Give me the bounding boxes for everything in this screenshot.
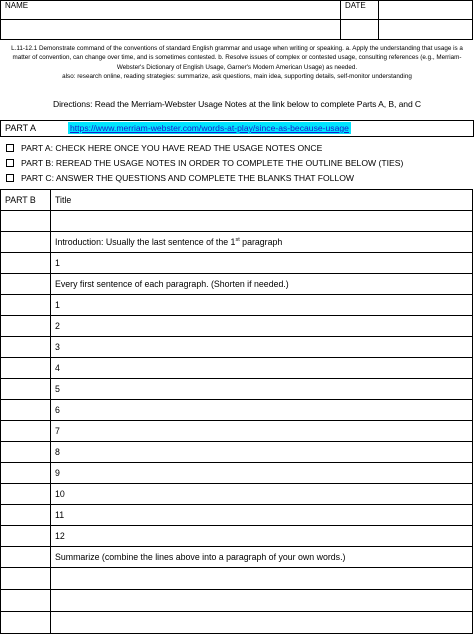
introduction-cell bbox=[51, 232, 473, 253]
intro-prefix: Introduction: Usually the last sentence of the 1 bbox=[55, 237, 236, 247]
check-item-part-b[interactable] bbox=[6, 155, 472, 170]
blank-label-cell bbox=[1, 295, 51, 316]
outline-answer-cell[interactable]: 12 bbox=[51, 526, 473, 547]
blank-label-cell bbox=[1, 358, 51, 379]
blank-label-cell bbox=[1, 505, 51, 526]
blank-label-cell bbox=[1, 568, 51, 590]
standard-also: also: research online, reading strategies: summarize, ask questions, main idea, supporting details, self-monitor understanding bbox=[62, 73, 412, 81]
part-a-label: PART A bbox=[5, 123, 37, 133]
blank-label-cell bbox=[1, 337, 51, 358]
outline-answer-cell[interactable]: 5 bbox=[51, 379, 473, 400]
checkbox[interactable] bbox=[6, 159, 14, 167]
check-label: PART A: CHECK HERE ONCE YOU HAVE READ THE USAGE NOTES ONCE bbox=[21, 142, 323, 153]
outline-answer-cell[interactable]: 2 bbox=[51, 316, 473, 337]
part-b-label: PART B bbox=[1, 190, 51, 211]
blank-label-cell bbox=[1, 612, 51, 634]
date-field-2[interactable] bbox=[379, 20, 473, 40]
outline-table bbox=[0, 189, 473, 634]
checkbox[interactable] bbox=[6, 144, 14, 152]
summary-answer-cell[interactable] bbox=[51, 568, 473, 590]
blank-label-cell bbox=[1, 211, 51, 232]
outline-answer-cell[interactable]: 4 bbox=[51, 358, 473, 379]
blank-label-cell bbox=[1, 274, 51, 295]
title-cell[interactable]: Title bbox=[51, 190, 473, 211]
date-field[interactable] bbox=[379, 1, 473, 20]
date-spacer bbox=[341, 20, 379, 40]
summary-answer-cell[interactable] bbox=[51, 590, 473, 612]
outline-answer-cell[interactable]: 1 bbox=[51, 295, 473, 316]
name-label: NAME bbox=[1, 1, 341, 20]
check-item-part-c[interactable] bbox=[6, 170, 472, 185]
summary-answer-cell[interactable] bbox=[51, 612, 473, 634]
intro-suffix: paragraph bbox=[239, 237, 283, 247]
directions: Directions: Read the Merriam-Webster Usage Notes at the link below to complete Parts A, B, and C bbox=[52, 99, 422, 109]
date-label: DATE bbox=[341, 1, 379, 20]
outline-answer-cell[interactable]: 8 bbox=[51, 442, 473, 463]
blank-label-cell bbox=[1, 316, 51, 337]
outline-answer-cell[interactable]: 3 bbox=[51, 337, 473, 358]
outline-answer-cell[interactable]: 11 bbox=[51, 505, 473, 526]
blank-label-cell bbox=[1, 526, 51, 547]
checkbox[interactable] bbox=[6, 174, 14, 182]
outline-answer-cell[interactable]: 9 bbox=[51, 463, 473, 484]
usage-notes-link[interactable]: https://www.merriam-webster.com/words-at-play/since-as-because-usage bbox=[70, 123, 349, 133]
check-label: PART B: REREAD THE USAGE NOTES IN ORDER TO COMPLETE THE OUTLINE BELOW (TIES) bbox=[21, 157, 404, 168]
standard-text bbox=[4, 44, 470, 82]
intro-sup: st bbox=[235, 237, 240, 244]
blank-label-cell bbox=[1, 379, 51, 400]
blank-label-cell bbox=[1, 400, 51, 421]
outline-answer-cell[interactable]: 7 bbox=[51, 421, 473, 442]
every-first-cell: Every first sentence of each paragraph. (Shorten if needed.) bbox=[51, 274, 473, 295]
blank-label-cell bbox=[1, 232, 51, 253]
blank-label-cell bbox=[1, 484, 51, 505]
outline-answer-cell[interactable]: 10 bbox=[51, 484, 473, 505]
checklist bbox=[6, 140, 472, 185]
blank-label-cell bbox=[1, 253, 51, 274]
blank-label-cell bbox=[1, 463, 51, 484]
summarize-cell: Summarize (combine the lines above into a paragraph of your own words.) bbox=[51, 547, 473, 568]
blank-label-cell bbox=[1, 421, 51, 442]
check-item-part-a[interactable] bbox=[6, 140, 472, 155]
part-a-row bbox=[0, 120, 474, 137]
name-field[interactable] bbox=[1, 20, 341, 40]
title-answer-cell[interactable] bbox=[51, 211, 473, 232]
standard-description: L.11-12.1 Demonstrate command of the conventions of standard English grammar and usage when writing or speaking. a. Apply the understanding that usage is a matter of convention, can change over time, and is sometimes contested. b. Resolve issues of complex or contested usage, consulting references (e.g., Merriam-Webster's Dictionary of English Usage, Garner's Modern American Usage) as needed. bbox=[11, 45, 463, 71]
intro-answer-cell[interactable]: 1 bbox=[51, 253, 473, 274]
outline-answer-cell[interactable]: 6 bbox=[51, 400, 473, 421]
blank-label-cell bbox=[1, 590, 51, 612]
blank-label-cell bbox=[1, 547, 51, 568]
blank-label-cell bbox=[1, 442, 51, 463]
check-label: PART C: ANSWER THE QUESTIONS AND COMPLETE THE BLANKS THAT FOLLOW bbox=[21, 172, 354, 183]
header-table bbox=[0, 0, 473, 40]
